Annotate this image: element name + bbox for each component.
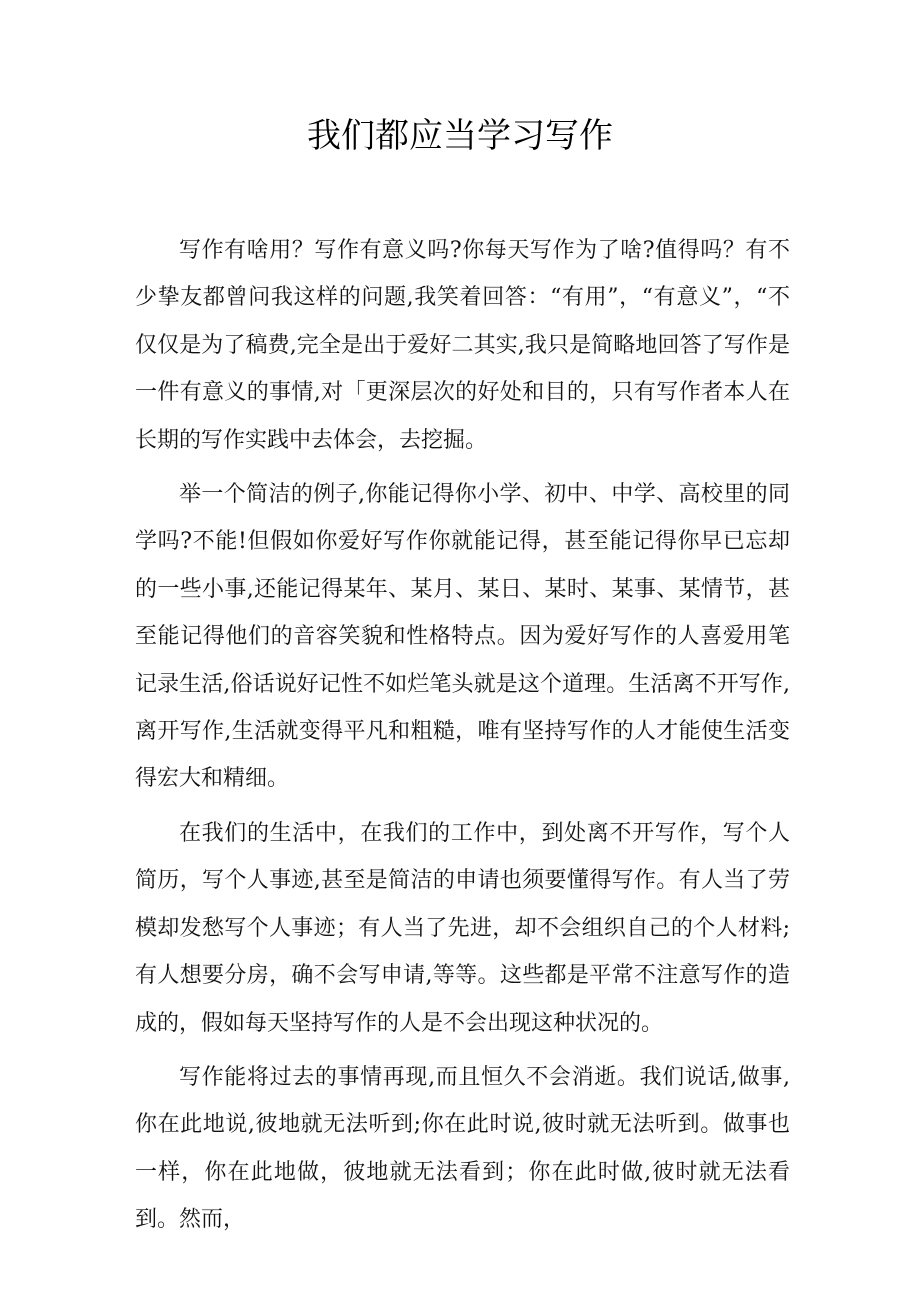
- paragraph-2: 举一个简洁的例子,你能记得你小学、初中、中学、高校里的同学吗?不能!但假如你爱好写作你就能记得，甚至能记得你早已忘却的一些小事,还能记得某年、某月、某日、某时、某事、某情节，甚至能记得他们的音容笑貌和性格特点。因为爱好写作的人喜爱用笔记录生活,俗话说好记性不如烂笔头就是这个道理。生活离不开写作,离开写作,生活就变得平凡和粗糙，唯有坚持写作的人才能使生活变得宏大和精细。: [135, 482, 790, 792]
- paragraph-1: 写作有啥用？写作有意义吗?你每天写作为了啥?值得吗？有不少挚友都曾问我这样的问题,我笑着回答：“有用”，“有意义”，“不仅仅是为了稿费,完全是出于爱好二其实,我只是简略地回答了写作是一件有意义的事情,对「更深层次的好处和目的，只有写作者本人在长期的写作实践中去体会，去挖掘。: [135, 238, 790, 453]
- document-body: [135, 227, 790, 1251]
- document-title: 我们都应当学习写作: [307, 116, 613, 156]
- paragraph-3: 在我们的生活中，在我们的工作中，到处离不开写作，写个人简历，写个人事迹,甚至是简洁的申请也须要懂得写作。有人当了劳模却发愁写个人事迹；有人当了先进，却不会组织自己的个人材料;有人想要分房，确不会写申请,等等。这些都是平常不注意写作的造成的，假如每天坚持写作的人是不会出现这种状况的。: [135, 820, 790, 1036]
- paragraph-4: 写作能将过去的事情再现,而且恒久不会消逝。我们说话,做事,你在此地说,彼地就无法听到;你在此时说,彼时就无法听到。做事也一样，你在此地做，彼地就无法看到；你在此时做,彼时就无法看到。然而，: [135, 1064, 790, 1233]
